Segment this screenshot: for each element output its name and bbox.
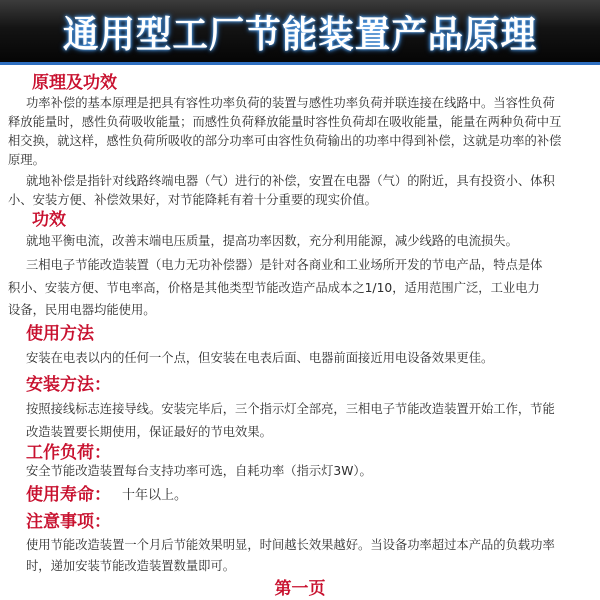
principle-p1-line2: 释放能量时，感性负荷吸收能量；而感性负荷释放能量时容性负荷却在吸收能量，能量在两种负荷中互: [8, 115, 562, 129]
notes-p1-line2: 时，递加安装节能改造装置数量即可。: [26, 559, 236, 573]
title-banner: [0, 0, 600, 65]
usage-p1-line1: 安装在电表以内的任何一个点，但安装在电表后面、电器前面接近用电设备效果更佳。: [26, 351, 494, 365]
heading-load: 工作负荷：: [26, 443, 111, 463]
effect-p2-line2: 积小、安装方便、节电率高，价格是其他类型节能改造产品成本之1/10，适用范围广泛，工业电力: [8, 281, 540, 295]
heading-usage: 使用方法: [26, 324, 94, 344]
heading-effect: 功效: [32, 210, 66, 230]
principle-p2-line2: 小、安装方便、补偿效果好，对节能降耗有着十分重要的现实价值。: [8, 193, 377, 207]
effect-p2-line1: 三相电子节能改造装置（电力无功补偿器）是针对各商业和工业场所开发的节电产品，特点是体: [26, 258, 543, 272]
install-p1-line2: 改造装置要长期使用，保证最好的节电效果。: [26, 425, 272, 439]
life-value: 十年以上。: [122, 488, 188, 503]
heading-life: 使用寿命：: [26, 485, 111, 505]
principle-p1-line3: 相交换，就这样，感性负荷所吸收的部分功率可由容性负荷输出的功率中得到补偿，这就是功率的补偿: [8, 134, 562, 148]
principle-p2-line1: 就地补偿是指针对线路终端电器（气）进行的补偿，安置在电器（气）的附近，具有投资小、体积: [26, 174, 555, 188]
page-title: 通用型工厂节能装置产品原理: [62, 13, 538, 56]
heading-notes: 注意事项：: [26, 512, 111, 532]
install-p1-line1: 按照接线标志连接导线。安装完毕后，三个指示灯全部亮，三相电子节能改造装置开始工作，节能: [26, 402, 555, 416]
heading-install: 安装方法：: [26, 375, 111, 395]
principle-p1-line4: 原理。: [8, 153, 45, 167]
effect-p1-line1: 就地平衡电流，改善末端电压质量，提高功率因数，充分利用能源，减少线路的电流损失。: [26, 234, 518, 248]
load-p1-line1: 安全节能改造装置每台支持功率可选，自耗功率（指示灯3W）。: [26, 464, 372, 478]
page-label: 第一页: [274, 579, 326, 599]
notes-p1-line1: 使用节能改造装置一个月后节能效果明显，时间越长效果越好。当设备功率超过本产品的负载功率: [26, 538, 555, 552]
principle-p1-line1: 功率补偿的基本原理是把具有容性功率负荷的装置与感性功率负荷并联连接在线路中。当容性负荷: [26, 96, 555, 110]
effect-p2-line3: 设备，民用电器均能使用。: [8, 303, 156, 317]
heading-principle: 原理及功效: [32, 73, 117, 93]
